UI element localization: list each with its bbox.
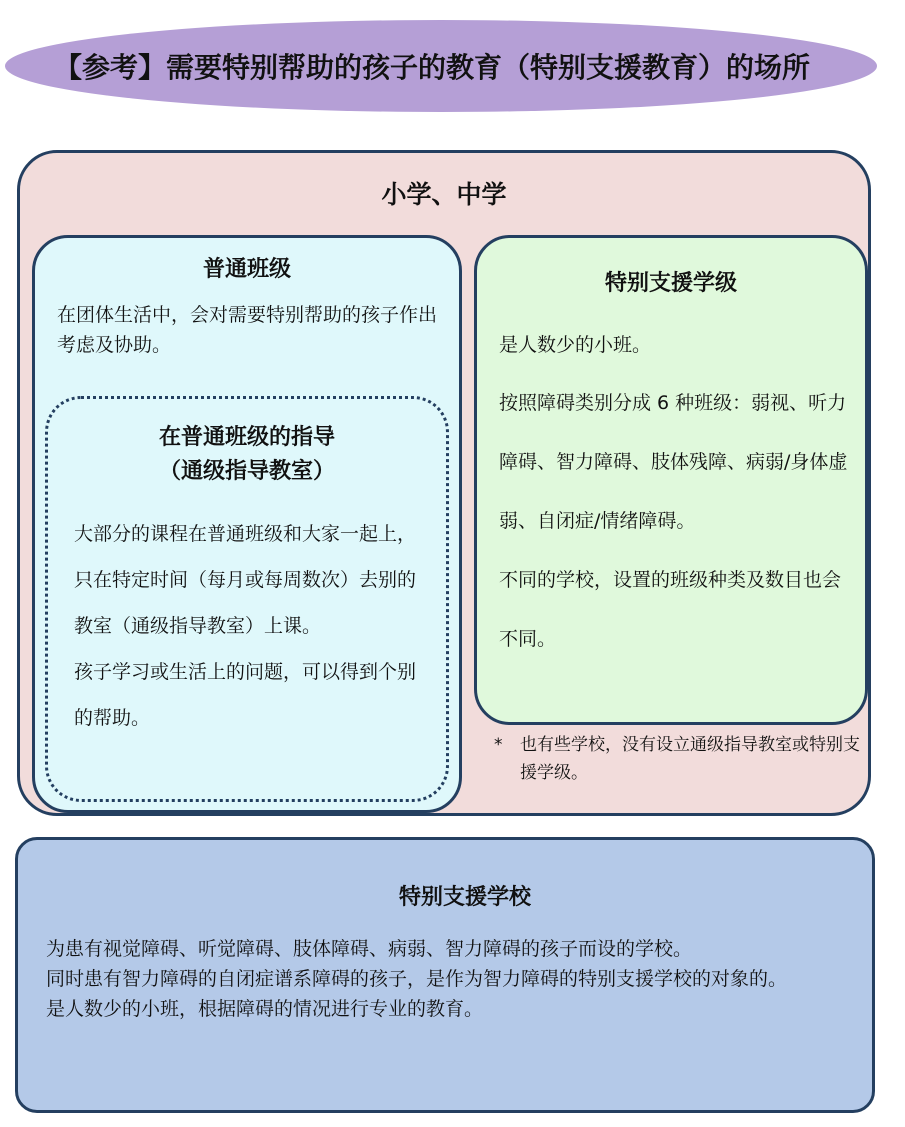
special-school-paragraph: 同时患有智力障碍的自闭症谱系障碍的孩子，是作为智力障碍的特别支援学校的对象的。 bbox=[46, 968, 788, 990]
page-title: 【参考】需要特别帮助的孩子的教育（特别支援教育）的场所 bbox=[53, 51, 810, 84]
special-support-school-title: 特别支援学校 bbox=[398, 885, 531, 910]
regular-class-title: 普通班级 bbox=[202, 257, 291, 282]
asterisk-icon: * bbox=[494, 735, 503, 755]
resource-room-paragraph: 大部分的课程在普通班级和大家一起上，只在特定时间（每月或每周数次）去别的教室（通级指导教室）上课。 bbox=[74, 523, 417, 637]
resource-room-panel bbox=[45, 396, 449, 802]
regular-class-description: 在团体生活中，会对需要特别帮助的孩子作出考虑及协助。 bbox=[57, 304, 438, 356]
resource-room-paragraph: 孩子学习或生活上的问题，可以得到个别的帮助。 bbox=[74, 661, 417, 729]
school-panel-title: 小学、中学 bbox=[381, 180, 507, 209]
special-support-class-body bbox=[499, 330, 855, 669]
special-school-paragraph: 是人数少的小班，根据障碍的情况进行专业的教育。 bbox=[46, 998, 484, 1020]
special-class-paragraph: 不同的学校，设置的班级种类及数目也会不同。 bbox=[499, 569, 842, 650]
footnote-text: 也有些学校，没有设立通级指导教室或特别支援学级。 bbox=[520, 735, 860, 783]
special-support-school-body bbox=[46, 934, 862, 1024]
resource-room-body bbox=[74, 511, 432, 741]
special-support-class-panel bbox=[474, 235, 868, 725]
special-school-paragraph: 为患有视觉障碍、听觉障碍、肢体障碍、病弱、智力障碍的孩子而设的学校。 bbox=[46, 938, 693, 960]
resource-room-title bbox=[48, 421, 446, 489]
footnote bbox=[494, 731, 864, 787]
special-support-class-title: 特别支援学级 bbox=[604, 271, 737, 296]
special-class-paragraph: 是人数少的小班。 bbox=[499, 334, 652, 356]
resource-room-title-line2: （通级指导教室） bbox=[158, 459, 335, 484]
special-class-paragraph: 按照障碍类别分成 6 种班级：弱视、听力障碍、智力障碍、肢体残障、病弱/身体虚弱、自闭症/情绪障碍。 bbox=[499, 392, 848, 532]
title-banner bbox=[5, 20, 877, 112]
special-support-school-panel bbox=[15, 837, 875, 1113]
regular-class-panel bbox=[32, 235, 462, 813]
elementary-middle-school-panel bbox=[17, 150, 871, 816]
resource-room-title-line1: 在普通班级的指导 bbox=[158, 425, 335, 450]
